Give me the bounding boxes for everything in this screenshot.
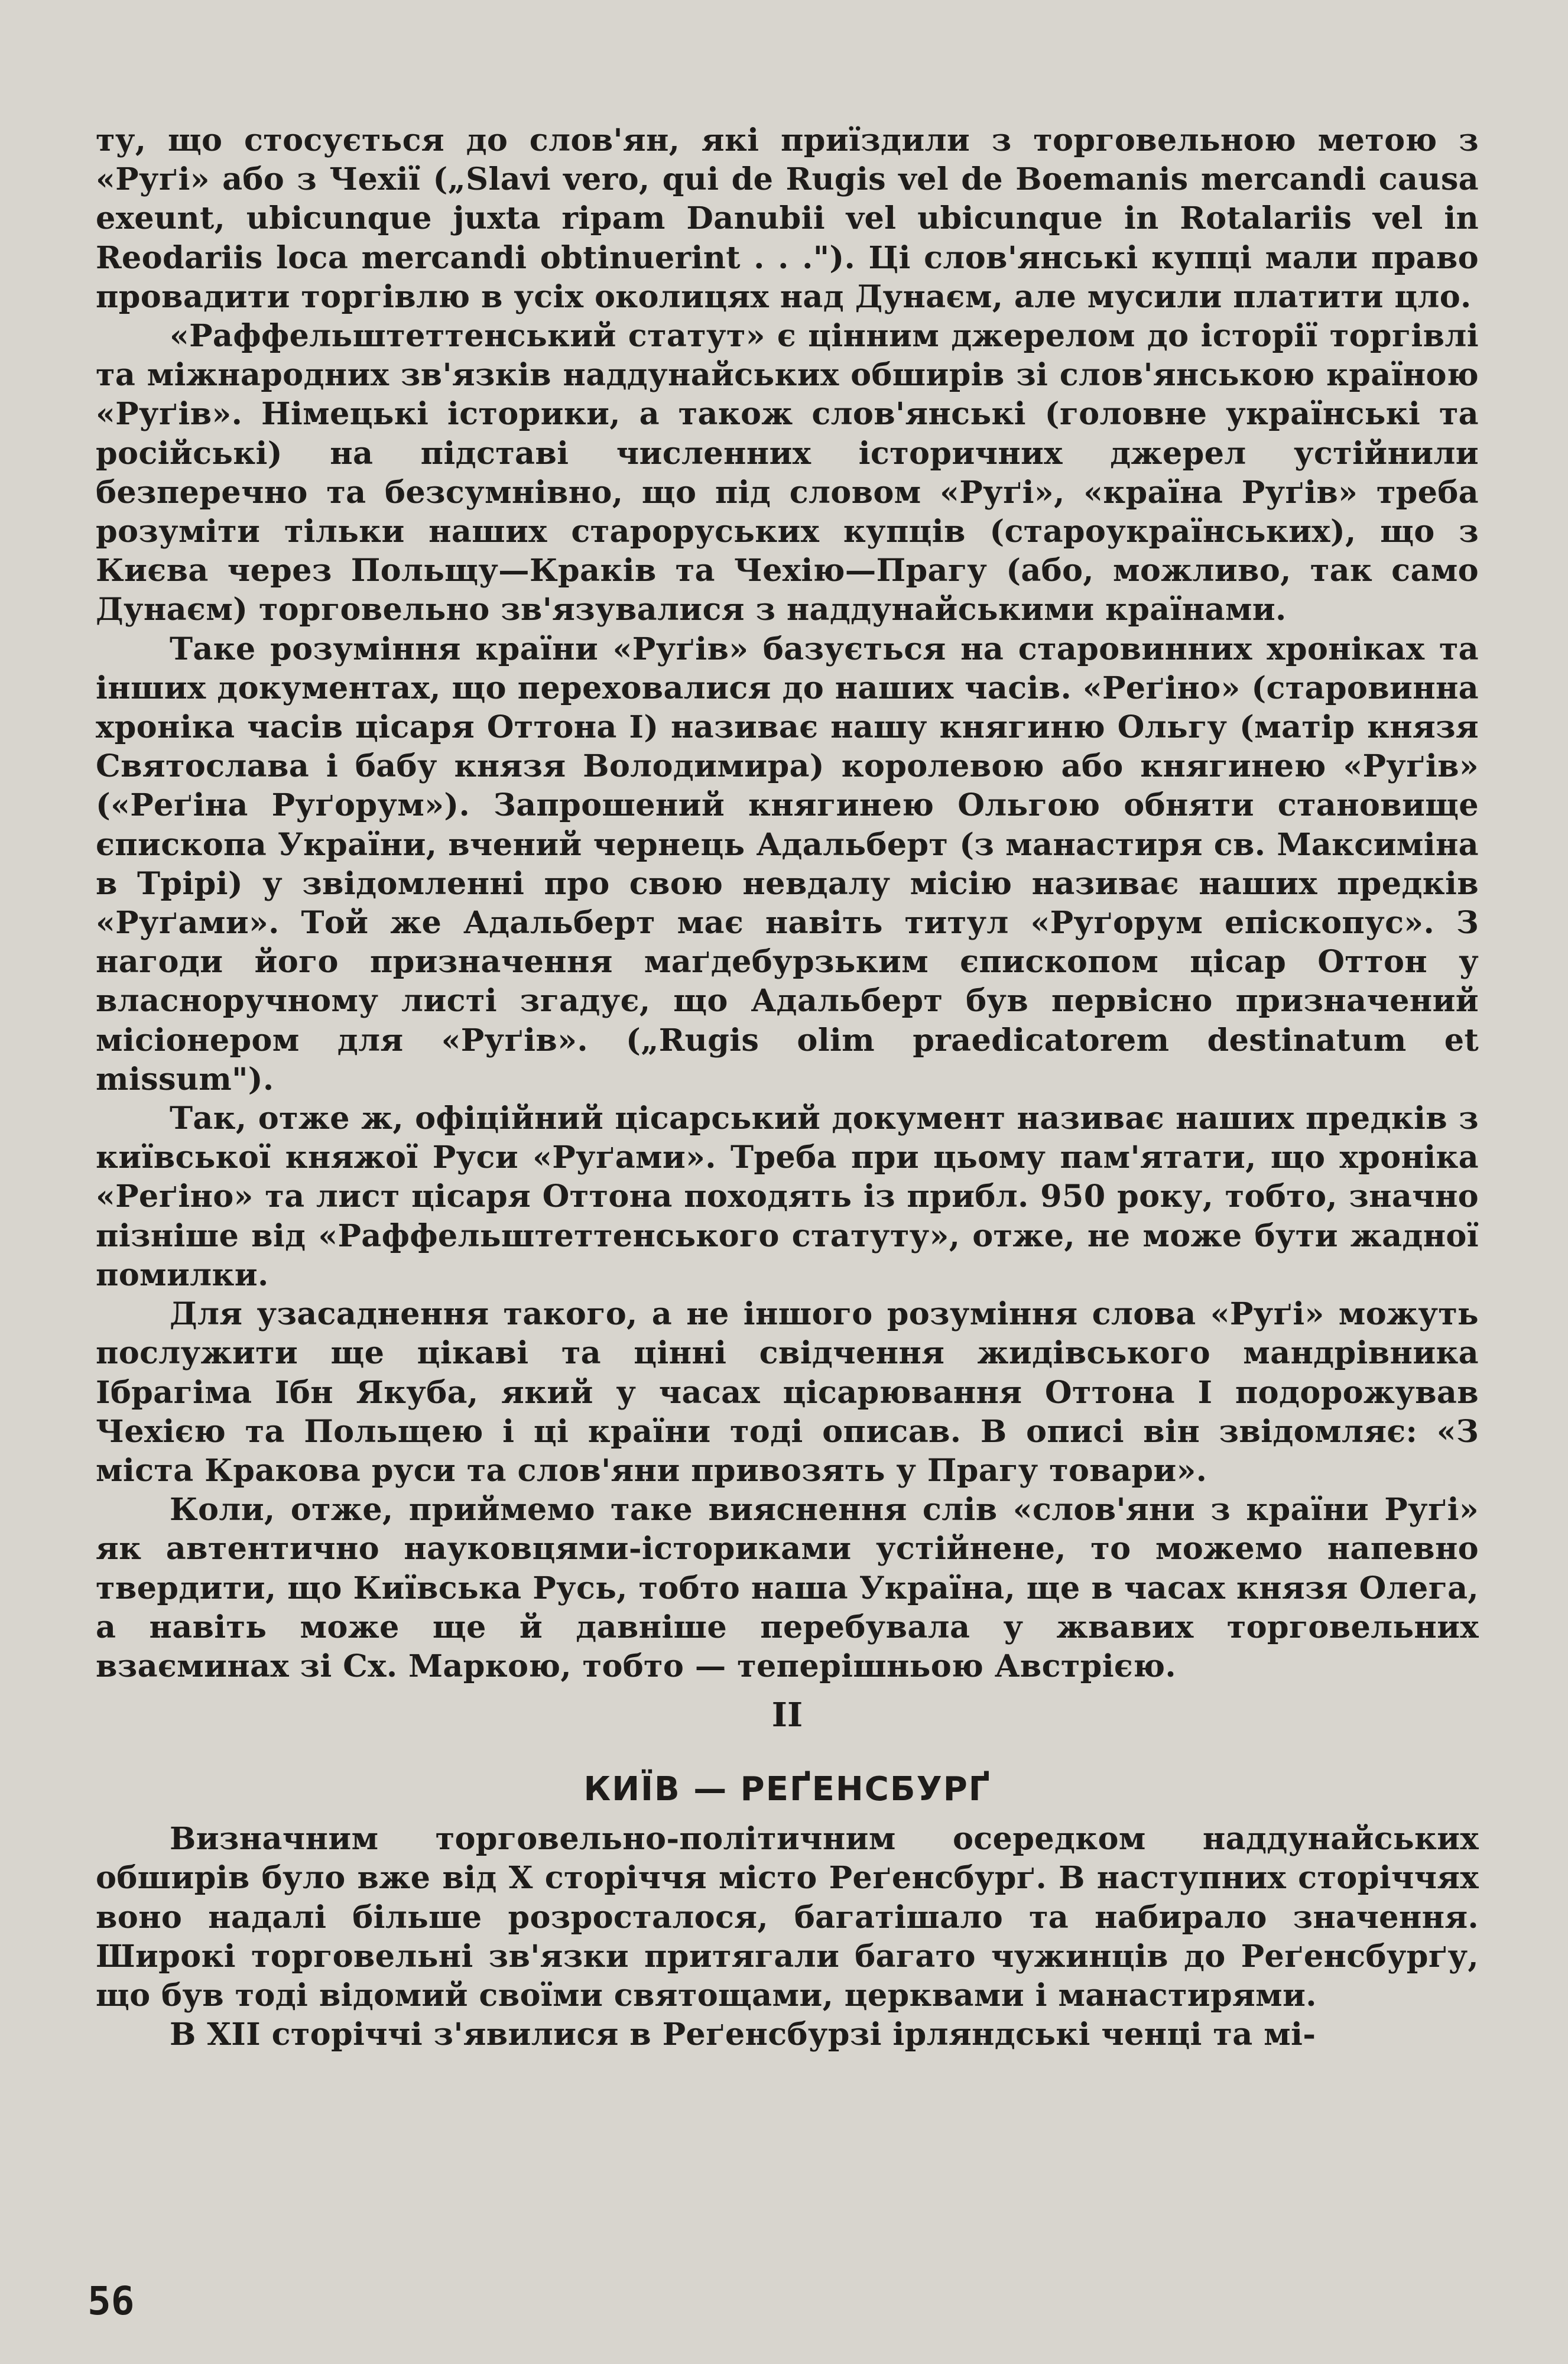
paragraph-continuation: ту, що стосується до слов'ян, які приїздили з торговельною метою з «Руґі» або з Чехії („Slavi vero, qui de Rugis vel de Boemanis mercandi causa exeunt, ubicunque juxta ripam Danubii vel ubicunque in Rotalariis vel in Reodariis loca mercandi obtinuerint . . ."). Ці слов'янські купці мали право провадити торгівлю в усіх околицях над Дунаєм, але мусили платити цло. (96, 122, 1479, 315)
page-number: 56 (87, 2278, 135, 2324)
paragraph-regensburg: Визначним торговельно-політичним осередком наддунайських обширів було вже від X сторіччя місто Реґенсбурґ. В наступних сторіччях воно надалі більше розросталося, багатішало та набирало значення. Широкі торговельні зв'язки притягали багато чужинців до Реґенсбурґу, що був тоді відомий своїми святощами, церквами і манастирями. (96, 1821, 1479, 2014)
paragraph-rugi-chronicles: Таке розуміння країни «Руґів» базується на старовинних хроніках та інших документах, що переховалися до наших часів. «Реґіно» (старовинна хроніка часів цісаря Оттона I) називає нашу княгиню Ольгу (матір князя Святослава і бабу князя Володимира) королевою або княгинею «Руґів» («Реґіна Руґорум»). Запрошений княгинею Ольгою обняти становище єпископа України, вчений чернець Адальберт (з манастиря св. Максиміна в Трірі) у звідомленні про свою невдалу місію називає наших предків «Руґами». Той же Адальберт має навіть титул «Руґорум епіскопус». З нагоди його призначення маґдебурзьким єпископом цісар Оттон у власноручному листі згадує, що Адальберт був первісно призначений місіонером для «Руґів». („Rugis olim praedicatorem destinatum et missum"). (96, 631, 1479, 1097)
paragraph-ibrahim-ibn-yakub: Для узасаднення такого, а не іншого розуміння слова «Руґі» можуть послужити ще цікаві та цінні свідчення жидівського мандрівника Ібрагіма Ібн Якуба, який у часах цісарювання Оттона I подорожував Чехією та Польщею і ці країни тоді описав. В описі він звідомляє: «З міста Кракова руси та слов'яни привозять у Прагу товари». (96, 1296, 1479, 1489)
section-number: II (771, 1696, 803, 1735)
paragraph-raffelstetten-statute: «Раффельштеттенський статут» є цінним джерелом до історії торгівлі та міжнародних зв'язків наддунайських обширів зі слов'янською країною «Руґів». Німецькі історики, а також слов'янські (головне українські та російські) на підставі численних історичних джерел устійнили безперечно та безсумнівно, що під словом «Руґі», «країна Руґів» треба розуміти тільки наших староруських купців (староукраїнських), що з Києва через Польщу—Краків та Чехію—Прагу (або, можливо, так само Дунаєм) торговельно зв'язувалися з наддунайськими країнами. (96, 318, 1479, 628)
paragraph-imperial-document: Так, отже ж, офіційний цісарський документ називає наших предків з київської княжої Руси «Руґами». Треба при цьому пам'ятати, що хроніка «Реґіно» та лист цісаря Оттона походять із прибл. 950 року, тобто, значно пізніше від «Раффельштеттенського статуту», отже, не може бути жадної помилки. (96, 1100, 1479, 1293)
paragraph-irish-monks: В XII сторіччі з'явилися в Реґенсбурзі ірляндські ченці та мі- (170, 2016, 1316, 2053)
paragraph-conclusion: Коли, отже, приймемо таке вияснення слів «слов'яни з країни Руґі» як автентично науковцями-істориками устійнене, то можемо напевно твердити, що Київська Русь, тобто наша Україна, ще в часах князя Олега, а навіть може ще й давніше перебувала у жвавих торговельних взаєминах зі Сх. Маркою, тобто — теперішньою Австрією. (96, 1492, 1479, 1684)
body-text (96, 121, 1479, 2054)
section-title: КИЇВ — РЕҐЕНСБУРҐ (583, 1770, 991, 1809)
